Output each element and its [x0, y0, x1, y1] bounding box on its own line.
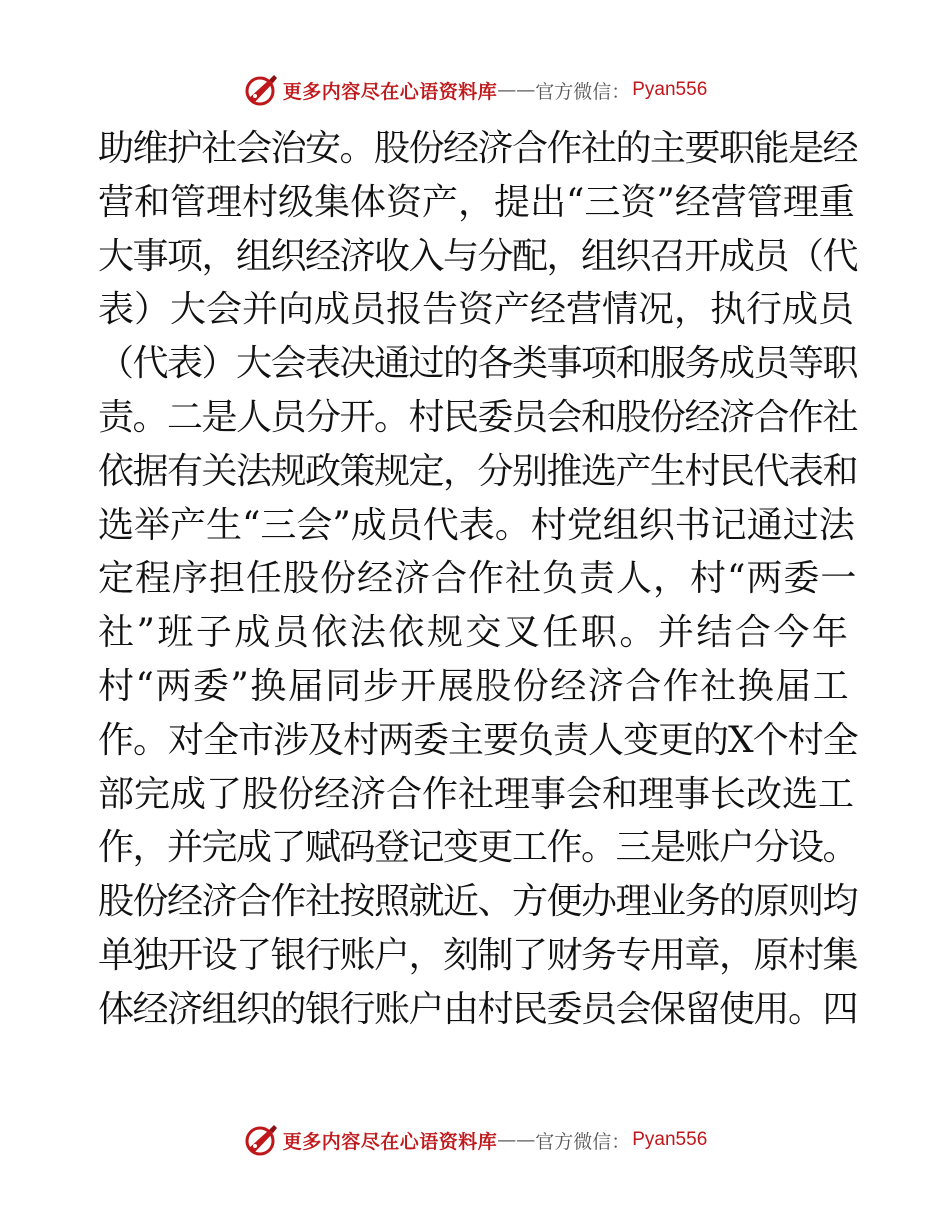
watermark-label: 官方微信：: [535, 1130, 631, 1153]
text-line: 单独开设了银行账户，刻制了财务专用章，原村集: [98, 934, 858, 976]
text-line: 责。二是人员分开。村民委员会和股份经济合作社: [98, 396, 858, 438]
text-line: 社”班子成员依法依规交叉任职。并结合今年: [98, 612, 851, 654]
text-line: 大事项，组织经济收入与分配，组织召开成员（代: [98, 235, 858, 277]
text-line: 选举产生“三会”成员代表。村党组织书记通过法: [98, 504, 855, 546]
watermark-wechat-id: Pyan556: [632, 1129, 708, 1150]
watermark-title: 更多内容尽在心语资料库: [282, 1130, 498, 1153]
text-line: 营和管理村级集体资产，提出“三资”经营管理重: [98, 181, 855, 223]
text-line: 村“两委”换届同步开展股份经济合作社换届工: [98, 665, 851, 707]
text-line: 股份经济合作社按照就近、方便办理业务的原则均: [98, 881, 858, 923]
pen-logo-icon: [243, 72, 279, 108]
watermark-wechat-id: Pyan556: [632, 79, 708, 100]
body-text: [98, 122, 858, 1037]
watermark-label: 官方微信：: [535, 80, 631, 103]
footer-watermark: [0, 1122, 950, 1158]
text-line: 助维护社会治安。股份经济合作社的主要职能是经: [98, 128, 858, 169]
text-line: 体经济组织的银行账户由村民委员会保留使用。四: [98, 988, 858, 1030]
header-watermark: [0, 72, 950, 108]
text-line: 作。对全市涉及村两委主要负责人变更的X个村全: [98, 719, 858, 761]
text-line: 依据有关法规政策规定，分别推选产生村民代表和: [98, 450, 858, 492]
watermark-title: 更多内容尽在心语资料库: [282, 80, 498, 103]
text-line: （代表）大会表决通过的各类事项和服务成员等职: [98, 343, 858, 385]
text-line: 定程序担任股份经济合作社负责人，村“两委一: [98, 558, 858, 600]
watermark-separator: ——: [497, 79, 536, 101]
watermark-separator: ——: [497, 1129, 536, 1151]
text-line: 部完成了股份经济合作社理事会和理事长改选工: [98, 773, 855, 815]
text-line: 表）大会并向成员报告资产经营情况，执行成员: [98, 289, 855, 331]
text-line: 作，并完成了赋码登记变更工作。三是账户分设。: [98, 827, 858, 869]
pen-logo-icon: [243, 1122, 279, 1158]
